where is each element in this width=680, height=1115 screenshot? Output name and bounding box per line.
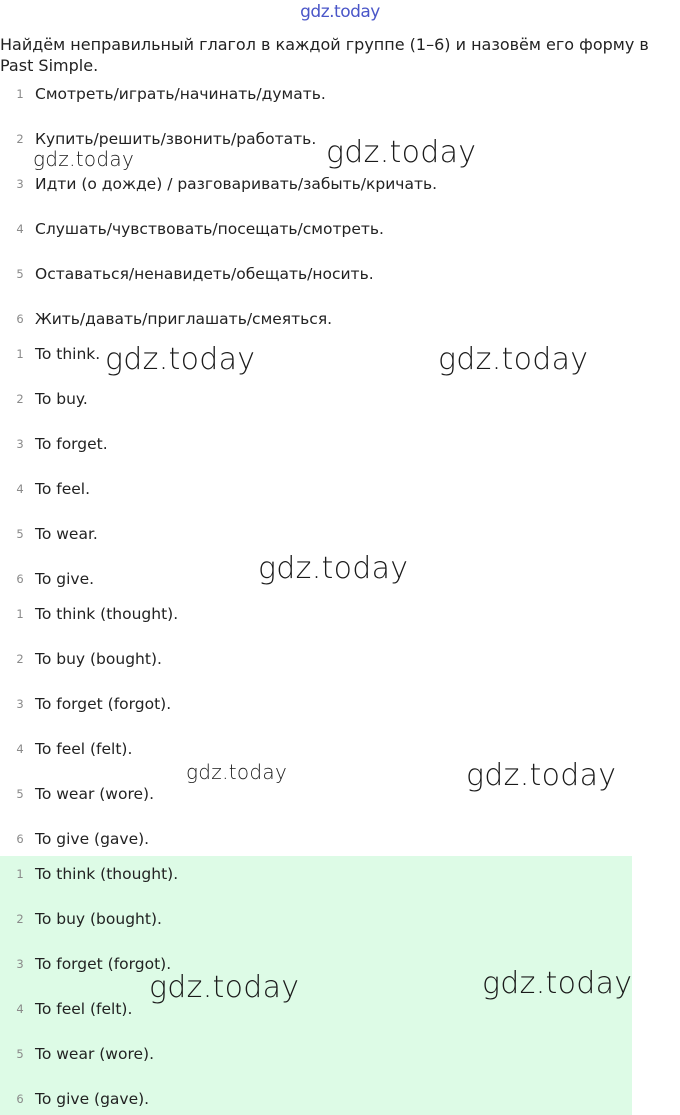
- list-item-text: To wear.: [35, 525, 98, 543]
- watermark-text: gdz.today: [482, 966, 633, 1001]
- line-number: 3: [16, 437, 24, 451]
- list-item: [0, 82, 640, 106]
- watermark-text: gdz.today: [466, 758, 617, 793]
- list-item-text: To forget (forgot).: [35, 955, 172, 973]
- list-item: [0, 477, 640, 501]
- list-item: [0, 262, 640, 286]
- watermark-text: gdz.today: [258, 551, 409, 586]
- watermark-text: gdz.today: [326, 135, 477, 170]
- line-number: 1: [16, 867, 24, 881]
- list-item-text: To buy (bought).: [35, 910, 162, 928]
- line-number: 6: [16, 832, 24, 846]
- line-number: 6: [16, 312, 24, 326]
- list-item-text: To buy.: [35, 390, 88, 408]
- list-item-text: To give (gave).: [35, 1090, 150, 1108]
- line-number: 4: [16, 1002, 24, 1016]
- list-item: [0, 1042, 640, 1066]
- list-item-text: Слушать/чувствовать/посещать/смотреть.: [35, 220, 384, 238]
- list-item-text: To forget (forgot).: [35, 695, 172, 713]
- line-number: 2: [16, 912, 24, 926]
- line-number: 5: [16, 267, 24, 281]
- line-number: 5: [16, 1047, 24, 1061]
- list-item-text: To give (gave).: [35, 830, 150, 848]
- list-item: [0, 217, 640, 241]
- list-item-text: To think (thought).: [35, 605, 179, 623]
- list-item-text: To think.: [35, 345, 101, 363]
- list-item-text: Смотреть/играть/начинать/думать.: [35, 85, 326, 103]
- line-number: 5: [16, 527, 24, 541]
- list-item-text: Жить/давать/приглашать/смеяться.: [35, 310, 333, 328]
- line-number: 1: [16, 87, 24, 101]
- line-number: 1: [16, 347, 24, 361]
- list-item-text: To feel (felt).: [35, 740, 133, 758]
- line-number: 2: [16, 392, 24, 406]
- list-item: [0, 907, 640, 931]
- line-number: 6: [16, 1092, 24, 1106]
- line-number: 4: [16, 222, 24, 236]
- watermark-text: gdz.today: [33, 147, 135, 171]
- line-number: 3: [16, 697, 24, 711]
- list-item: [0, 307, 640, 331]
- list-item-text: Идти (о дожде) / разговаривать/забыть/кричать.: [35, 175, 438, 193]
- watermark-text: gdz.today: [438, 342, 589, 377]
- line-number: 6: [16, 572, 24, 586]
- line-number: 2: [16, 652, 24, 666]
- list-item: [0, 602, 640, 626]
- list-item-text: To feel.: [35, 480, 91, 498]
- list-item-text: To wear (wore).: [35, 1045, 155, 1063]
- watermark-text: gdz.today: [105, 342, 256, 377]
- line-number: 4: [16, 482, 24, 496]
- line-number: 3: [16, 177, 24, 191]
- list-item: [0, 432, 640, 456]
- list-item: [0, 862, 640, 886]
- line-number: 1: [16, 607, 24, 621]
- list-item: [0, 387, 640, 411]
- list-item: [0, 1087, 640, 1111]
- watermark-text: gdz.today: [186, 760, 288, 784]
- list-item: [0, 692, 640, 716]
- list-item: [0, 827, 640, 851]
- list-item-text: Оставаться/ненавидеть/обещать/носить.: [35, 265, 374, 283]
- list-item: [0, 522, 640, 546]
- list-item-text: To wear (wore).: [35, 785, 155, 803]
- line-number: 3: [16, 957, 24, 971]
- line-number: 4: [16, 742, 24, 756]
- list-item-text: To feel (felt).: [35, 1000, 133, 1018]
- task-instruction: Найдём неправильный глагол в каждой группе (1–6) и назовём его форму в Past Simple.: [0, 35, 649, 74]
- line-number: 5: [16, 787, 24, 801]
- header-watermark: gdz.today: [300, 2, 380, 22]
- list-item: [0, 647, 640, 671]
- list-item: [0, 172, 640, 196]
- list-item-text: To forget.: [35, 435, 108, 453]
- list-item-text: To buy (bought).: [35, 650, 162, 668]
- list-item-text: To think (thought).: [35, 865, 179, 883]
- line-number: 2: [16, 132, 24, 146]
- list-item-text: To give.: [35, 570, 95, 588]
- watermark-text: gdz.today: [149, 970, 300, 1005]
- list-item-text: Купить/решить/звонить/работать.: [35, 130, 317, 148]
